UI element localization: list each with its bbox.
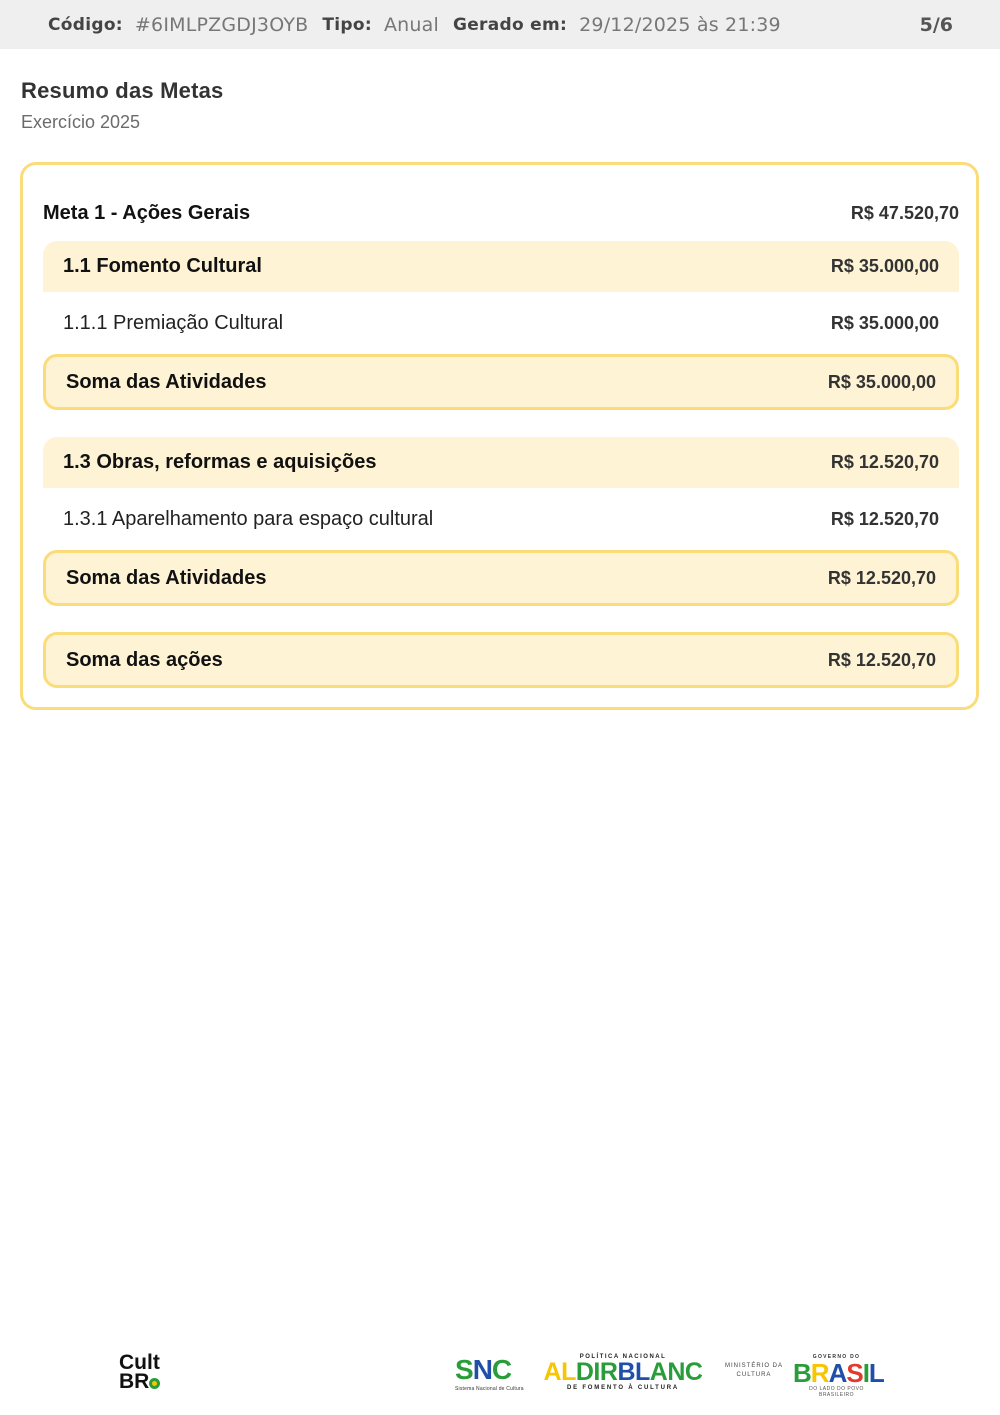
document-header-bar [0, 0, 1000, 49]
gerado-label: Gerado em: [452, 14, 568, 35]
acao-title: 1.1 Fomento Cultural [63, 255, 262, 277]
metas-summary-card [20, 162, 979, 710]
soma-atividades-label: Soma das Atividades [66, 566, 267, 589]
ministerio-cultura-logo: MINISTÉRIO DA CULTURA [724, 1363, 783, 1378]
acao-row [43, 241, 959, 292]
snc-logo: SNC Sistema Nacional de Cultura [455, 1354, 524, 1392]
acao-title: 1.3 Obras, reformas e aquisições [63, 451, 377, 473]
soma-atividades-amount: R$ 35.000,00 [827, 371, 936, 392]
page-subtitle: Exercício 2025 [21, 112, 141, 132]
tipo-value: Anual [383, 13, 439, 36]
gerado-value: 29/12/2025 às 21:39 [579, 13, 781, 36]
meta-amount: R$ 47.520,70 [850, 202, 959, 223]
meta-title: Meta 1 - Ações Gerais [43, 201, 251, 224]
atividade-title: 1.1.1 Premiação Cultural [63, 311, 284, 334]
acao-amount: R$ 12.520,70 [830, 452, 939, 472]
soma-acoes-label: Soma das ações [66, 648, 223, 671]
atividade-amount: R$ 35.000,00 [830, 312, 939, 333]
soma-acoes-row [43, 632, 959, 688]
page-number: 5/6 [919, 13, 953, 36]
aldir-blanc-logo: POLÍTICA NACIONAL ALDIRBLANC DE FOMENTO À CULTURA [543, 1354, 703, 1391]
atividade-amount: R$ 12.520,70 [830, 508, 939, 529]
brazil-dot-icon [149, 1378, 160, 1389]
page-title: Resumo das Metas [21, 78, 224, 103]
atividade-title: 1.3.1 Aparelhamento para espaço cultural [63, 507, 434, 530]
atividade-row [43, 488, 959, 550]
soma-acoes-amount: R$ 12.520,70 [827, 649, 936, 670]
governo-brasil-logo: GOVERNO DO BRASIL DO LADO DO POVO BRASILEIRO [793, 1354, 884, 1398]
acao-amount: R$ 35.000,00 [830, 256, 939, 276]
cultbr-logo: Cult BR [119, 1351, 160, 1393]
soma-atividades-row [43, 550, 959, 606]
meta-row [43, 199, 959, 227]
section-heading [21, 78, 224, 133]
soma-atividades-label: Soma das Atividades [66, 370, 267, 393]
tipo-label: Tipo: [322, 14, 372, 35]
codigo-value: #6IMLPZGDJ3OYB [134, 13, 309, 36]
soma-atividades-row [43, 354, 959, 410]
acao-row [43, 437, 959, 488]
atividade-row [43, 292, 959, 354]
codigo-label: Código: [48, 14, 123, 35]
soma-atividades-amount: R$ 12.520,70 [827, 567, 936, 588]
